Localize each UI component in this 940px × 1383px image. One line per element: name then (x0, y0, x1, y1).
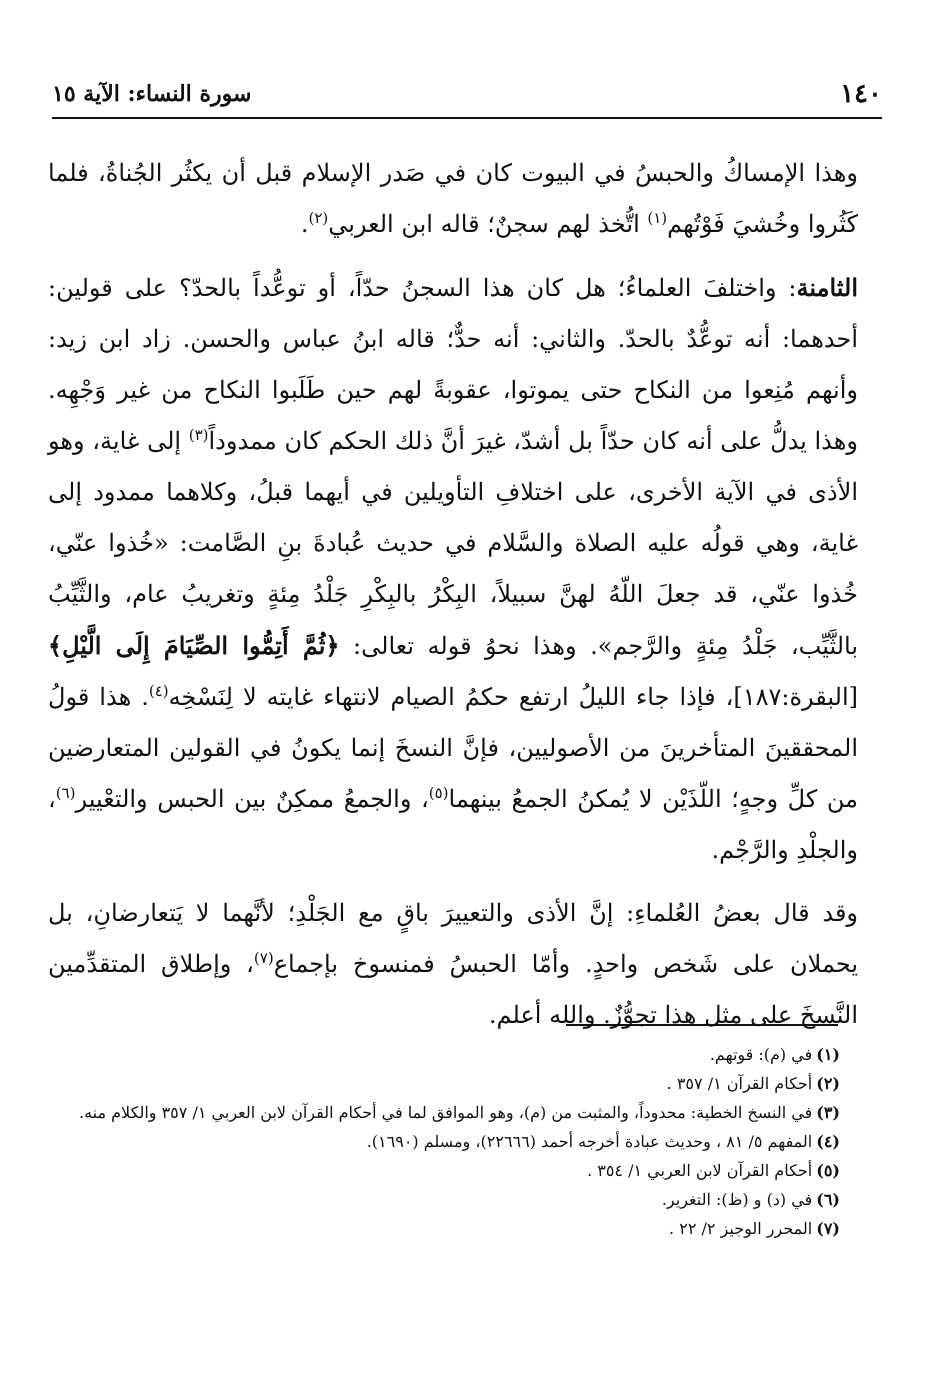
footnote-ref: (٦) (55, 784, 76, 802)
footnote (58, 1185, 840, 1214)
footnote-text: المفهم ٥/ ٨١ ، وحديث عبادة أخرجه أحمد (٢٢٦٦٦)، ومسلم (١٦٩٠). (366, 1132, 813, 1151)
footnote (58, 1069, 840, 1098)
footnote-ref: (٧) (253, 949, 274, 967)
footnote-ref: (١) (647, 209, 668, 227)
surah-title: سورة النساء: الآية ١٥ (52, 81, 252, 107)
footnote-number: (٢) (816, 1074, 840, 1093)
footnote (58, 1098, 840, 1127)
paragraph-text: ، وإطلاق المتقدِّمين النَّسخَ على مثل هذا تجوُّزٌ. والله أعلم. (48, 950, 858, 1029)
footnote-text: في النسخ الخطية: محدوداً، والمثبت من (م)، وهو الموافق لما في أحكام القرآن لابن العربي ١/ ٣٥٧ والكلام منه. (79, 1103, 813, 1122)
paragraph-text: اتُّخذ لهم سجنٌ؛ قاله ابن العربي (328, 210, 648, 238)
footnote (58, 1156, 840, 1185)
page-header (52, 74, 882, 114)
footnote-divider (566, 1024, 838, 1026)
footnote-ref: (٢) (308, 209, 329, 227)
quran-verse: ﴿ثُمَّ أَتِمُّوا الصِّيَامَ إِلَى الَّيْلِ﴾ (48, 631, 340, 660)
paragraph-text: [البقرة:١٨٧]، فإذا جاء الليلُ ارتفع حكمُ الصيام لانتهاء غايته لا لِنَسْخِه (168, 683, 858, 711)
paragraph-text: وهذا الإمساكُ والحبسُ في البيوت كان في صَدر الإسلام قبل أن يكثُر الجُناةُ، فلما كَثُروا وخُشيَ فَوْتُهم (48, 159, 858, 238)
main-text (48, 148, 886, 1041)
footnote-number: (٥) (816, 1161, 840, 1180)
footnote-text: المحرر الوجيز ٢/ ٢٢ . (669, 1219, 813, 1238)
paragraph-text: إلى غاية، وهو الأذى في الآية الأخرى، على اختلافِ التأويلين في أيهما قبلُ، وكلاهما ممدود إلى غاية، وهي قولُه عليه الصلاة والسَّلام في حديث عُبادةَ بنِ الصَّامت: «خُذوا عنّي، خُذوا عنّي، قد جعلَ اللّهُ لهنَّ سبيلاً، البِكْرُ بالبِكْرِ جَلْدُ مِئةٍ وتغريبُ عام، والثَّيِّبُ بالثَّيِّب، جَلْدُ مِئةٍ والرَّجم». وهذا نحوُ قوله تعالى: (48, 427, 858, 660)
footnote (58, 1214, 840, 1243)
paragraph-text: ، والجلْدِ والرَّجْم. (48, 785, 858, 864)
section-heading: الثامنة (796, 273, 858, 302)
paragraph-3 (48, 888, 886, 1041)
footnote (58, 1127, 840, 1156)
paragraph-1 (48, 148, 886, 250)
paragraph-text: . (300, 210, 309, 238)
paragraph-text: . هذا قولُ المحققينَ المتأخرينَ من الأصوليين، فإنَّ النسخَ إنما يكونُ في القولين المتعارضين من كلِّ وجهٍ؛ اللّذَيْن لا يُمكنُ الجمعُ بينهما (48, 683, 858, 813)
footnote-text: في (م): قوتهم. (709, 1045, 813, 1064)
footnote-number: (١) (816, 1045, 840, 1064)
footnotes (58, 1040, 840, 1243)
footnote-ref: (٥) (428, 784, 449, 802)
paragraph-text: ، والجمعُ ممكِنٌ بين الحبس والتعْيير (75, 785, 429, 813)
footnote-ref: (٣) (188, 426, 209, 444)
paragraph-text: وقد قال بعضُ العُلماءِ: إنَّ الأذى والتعييرَ باقٍ مع الجَلْدِ؛ لأنَّهما لا يَتعارضانِ، بل يحملان على شَخص واحدٍ. وأمّا الحبسُ فمنسوخ بإجماع (48, 899, 859, 978)
paragraph-text: : واختلفَ العلماءُ؛ هل كان هذا السجنُ حدّاً، أو توعُّداً بالحدّ؟ على قولين: أحدهما: أنه توعُّدٌ بالحدّ. والثاني: أنه حدٌّ؛ قاله ابنُ عباس والحسن. زاد ابن زيد: وأنهم مُنِعوا من النكاح حتى يموتوا، عقوبةً لهم حين طَلَبوا النكاح من غير وَجْهِه. وهذا يدلُّ على أنه كان حدّاً بل أشدّ، غيرَ أنَّ ذلك الحكم كان ممدوداً (48, 274, 859, 455)
page-number: ١٤٠ (840, 79, 882, 109)
footnote-number: (٧) (816, 1219, 840, 1238)
footnote-text: أحكام القرآن ١/ ٣٥٧ . (666, 1074, 813, 1093)
footnote-text: في (د) و (ظ): التغرير. (661, 1190, 813, 1209)
footnote (58, 1040, 840, 1069)
footnote-ref: (٤) (148, 682, 169, 700)
footnote-number: (٦) (816, 1190, 840, 1209)
footnote-text: أحكام القرآن لابن العربي ١/ ٣٥٤ . (587, 1161, 813, 1180)
footnote-number: (٤) (816, 1132, 840, 1151)
paragraph-2 (48, 262, 886, 876)
footnote-number: (٣) (816, 1103, 840, 1122)
header-divider (52, 117, 882, 119)
